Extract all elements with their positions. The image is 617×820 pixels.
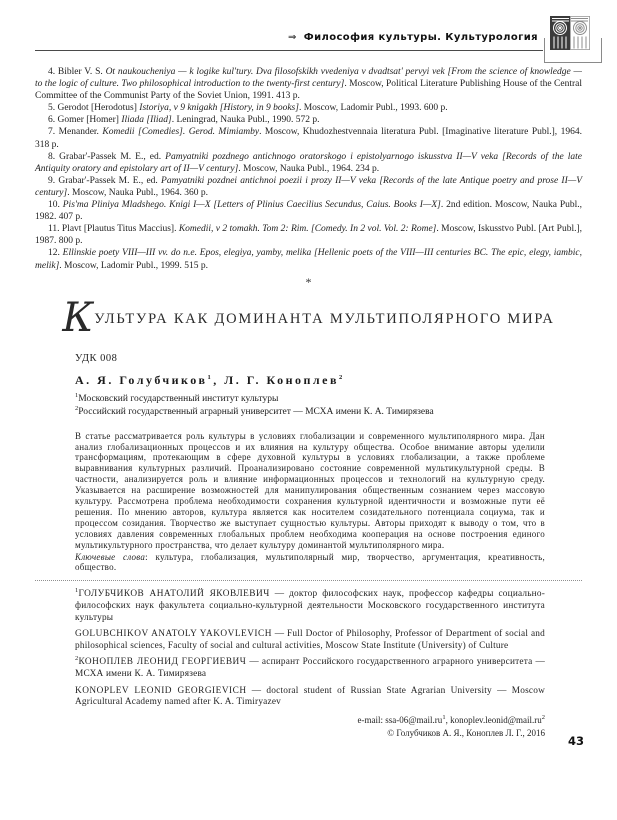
reference-item: 5. Gerodot [Herodotus] Istoriya, v 9 knigakh [History, in 9 books]. Moscow, Ladomir Publ., 1993. 600 p. [48, 103, 448, 114]
reference-item: 4. Bibler V. S. Ot naukoucheniya — k logike kul'tury. Dva filosofskikh vvedeniya v dvadtsat' pervyi vek [From the science of knowledge — to the logic of culture. Two philosophical introduction to the twenty-first century]. Moscow, Political Literature Publishing House of the Central Committee of the Communist Party of the Soviet Union, 1991. 413 p. [35, 67, 582, 102]
dotted-divider [35, 580, 582, 581]
arrow-right-icon: ⇒ [287, 32, 297, 43]
article-title-text: УЛЬТУРА КАК ДОМИНАНТА МУЛЬТИПОЛЯРНОГО МИРА [94, 310, 555, 327]
footnote-item: GOLUBCHIKOV ANATOLY YAKOVLEVICH — Full Doctor of Philosophy, Professor of Department of social and philosophical sciences, Faculty of social and cultural activities, Moscow State Institute (University) of Culture [75, 629, 545, 651]
ionic-column-icon [550, 16, 590, 53]
reference-item: 12. Ellinskie poety VIII—III vv. do n.e. Epos, elegiya, yamby, melika [Hellenic poets of the VIII—III centuries BC. The epic, elegy, iambic, melik]. Moscow, Ladomir Publ., 1999. 515 p. [35, 248, 583, 271]
section-heading [288, 32, 538, 43]
footer-block [35, 714, 582, 740]
drop-cap-initial: К [62, 294, 94, 341]
footnote-item: $^2$КОНОПЛЕВ ЛЕОНИД ГЕОРГИЕВИЧ — аспирант Российского государственного аграрного университета — МСХА имени К. А. Тимирязева [75, 655, 546, 679]
affiliations-list [75, 393, 582, 419]
author-footnotes [75, 589, 545, 708]
footnote-item: $^1$ГОЛУБЧИКОВ АНАТОЛИЙ ЯКОВЛЕВИЧ — доктор философских наук, профессор кафедры социально-философских наук факультета социально-культурной деятельности Московского государственного института культуры [75, 587, 546, 623]
affiliation-line: $^1$Московский государственный институт культуры [75, 391, 279, 404]
reference-item: 6. Gomer [Homer] Iliada [Iliad]. Leningrad, Nauka Publ., 1990. 572 p. [48, 115, 320, 126]
reference-item: 11. Plavt [Plautus Titus Maccius]. Komedii, v 2 tomakh. Tom 2: Rim. [Comedy. In 2 vol. Vol. 2: Rome]. Moscow, Iskusstvo Publ. [Art Publ.], 1987. 800 p. [35, 224, 582, 247]
journal-logo [550, 16, 590, 53]
reference-item: 10. Pis'ma Pliniya Mladshego. Knigi I—X [Letters of Plinius Caecilius Secundus, Caius. Books I—X]. 2nd edition. Moscow, Nauka Publ., 1982. 407 p. [35, 200, 583, 223]
affiliation-line: $^2$Российский государственный аграрный университет — МСХА имени К. А. Тимирязева [75, 404, 434, 417]
email-line: e-mail: ssa-$06@mail.ru^1$, $konoplev.leonid@mail.ru^2$ [357, 713, 545, 725]
keywords-line: Ключевые слова: культура, глобализация, мультиполярный мир, творчество, аргументация, креативность, общество. [75, 551, 545, 573]
reference-item: 7. Menander. Komedii [Comedies]. Gerod. Mimiamby. Moscow, Khudozhestvennaia literatura Publ. [Imaginative literature Publ.], 1964. 318 p. [35, 127, 582, 150]
page-number: 43 [567, 734, 584, 748]
section-label: Философия культуры. Культурология [303, 32, 538, 43]
authors-line: А. Я. Голубчиков$^1$, Л. Г. Коноплев$^2$ [75, 372, 345, 387]
udc-code: УДК 008 [75, 352, 118, 364]
reference-item: 8. Grabar'-Passek M. E., ed. Pamyatniki pozdnego antichnogo oratorskogo i epistolyarnogo iskusstva II—V veka [Records of the late Antiquity oratory and epistolary art of II—V century]. Moscow, Nauka Publ., 1964. 234 p. [35, 151, 582, 174]
abstract-text: В статье рассматривается роль культуры в условиях глобализации и современного мультиполярного мира. Дан анализ глобализационных процессов и их влияния на культуру общества. Особое внимание авторы уделили трансформациям, протекающим в сфере духовной культуры в условиях глобализации, а также проблеме выравнивания культурных различий. Проанализировано состояние современной мультикультурной среды. В частности, анализируется роль и влияние информационных процессов и технологий на культурную среду. Указывается на расширение возможностей для манипулирования общественным сознанием через массовую культуру. Рассмотрена проблема необходимости сохранения культурной идентичности и возможные пути её решения. По мнению авторов, культура является как носителем созидательного потенциала социума, так и процессом созидания. Творчество же выступает сущностью культуры. Авторы приходят к выводу о том, что в условиях давления современных глобальных проблем необходима кооперация на основе построения единого мультикультурного пространства, что делает культуру доминантой мультиполярного мира. [75, 430, 545, 550]
reference-item: 9. Grabar'-Passek M. E., ed. Pamyatniki pozdnei antichnoi poezii i prozy II—V veka [Records of the late Antique poetry and prose II—V century]. Moscow, Nauka Publ., 1964. 360 p. [35, 175, 583, 198]
separator-star: * [305, 274, 312, 289]
footnote-item: KONOPLEV LEONID GEORGIEVICH — doctoral student of Russian State Agrarian University — Moscow Agricultural Academy named after K. A. Timiryazev [75, 685, 545, 708]
references-list [35, 66, 582, 272]
header-rule [35, 50, 543, 51]
article-title [35, 294, 582, 341]
copyright-line: © Голубчиков А. Я., Коноплев Л. Г., 2016 [387, 727, 545, 738]
